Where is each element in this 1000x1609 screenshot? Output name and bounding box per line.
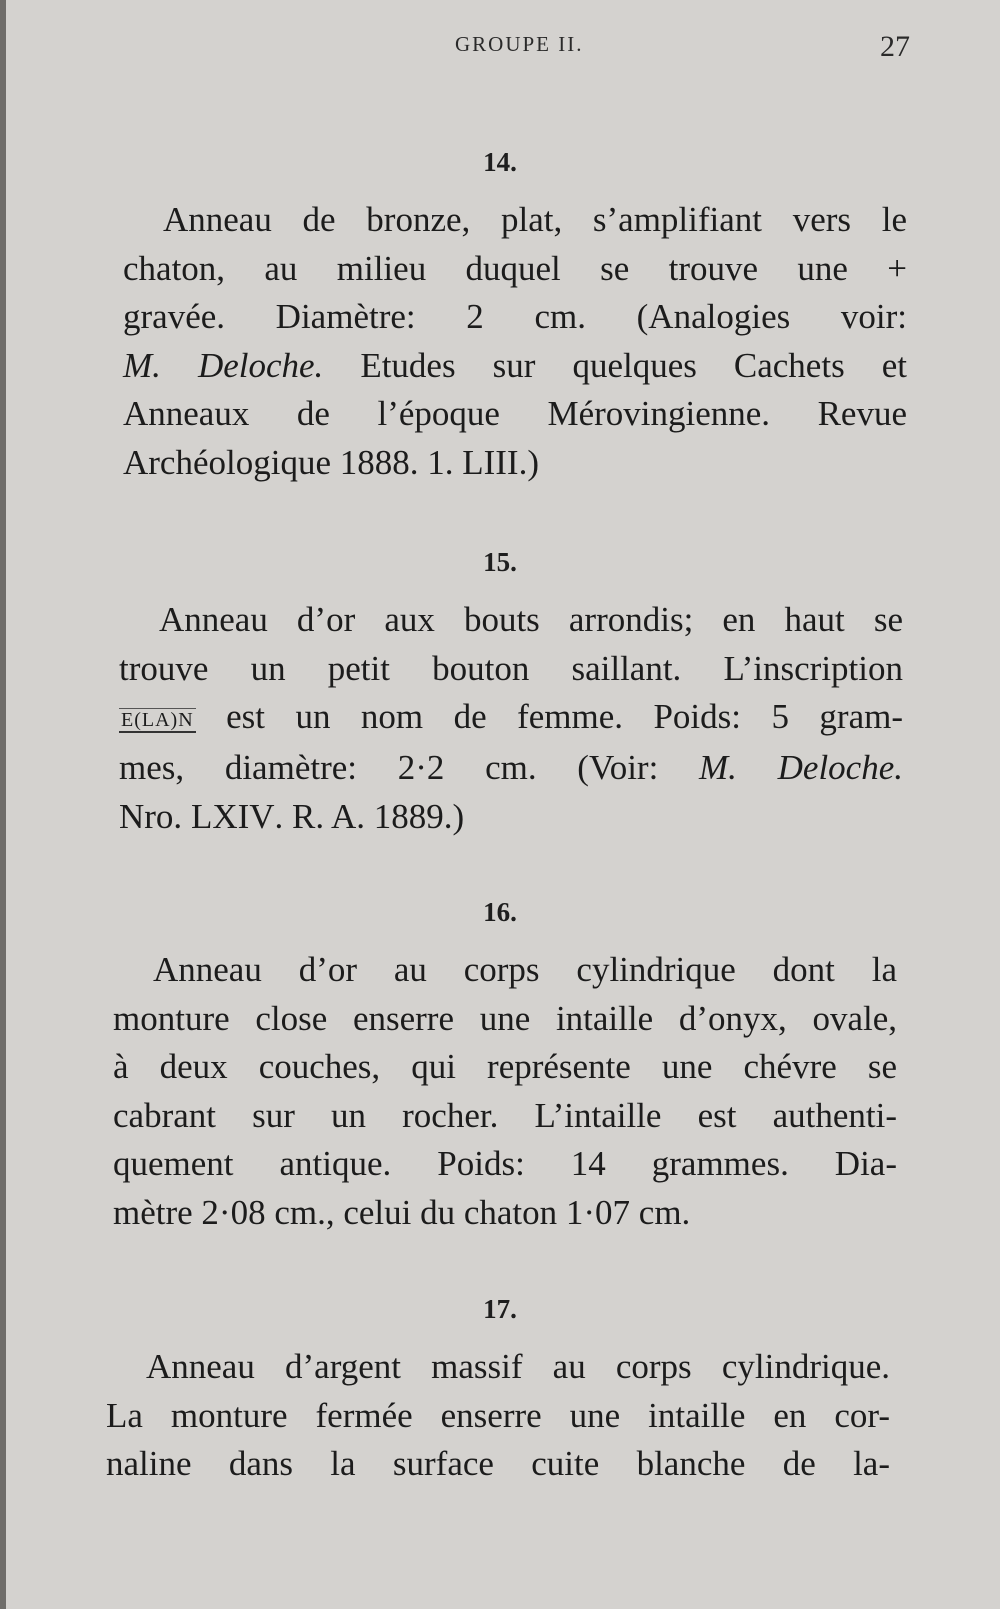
author-name: M. Deloche.: [699, 748, 903, 788]
entry-16-line-2: monture close enserre une intaille d’onyx, ovale,: [113, 998, 897, 1038]
entry-16-line-4: cabrant sur un rocher. L’intaille est authenti-: [113, 1095, 897, 1135]
entry-17-line-2: La monture fermée enserre une intaille en cor-: [106, 1395, 890, 1435]
entry-16-text: [113, 946, 897, 1237]
running-head: [0, 30, 1000, 70]
entry-16-line-3: à deux couches, qui représente une chévre se: [113, 1047, 897, 1086]
entry-15-line-5-pre: Nro.: [119, 796, 191, 836]
page-left-edge: [0, 0, 6, 1609]
entry-14-line-2: chaton, au milieu duquel se trouve une +: [123, 248, 907, 288]
entry-14-line-4: [123, 342, 907, 391]
entry-17-line-1: Anneau d’argent massif au corps cylindrique.: [146, 1347, 890, 1386]
entry-15-line-1: Anneau d’or aux bouts arrondis; en haut se: [159, 600, 903, 639]
roman-numeral: LXIV: [190, 796, 275, 836]
entry-15-line-3: [119, 693, 903, 744]
page-number: 27: [880, 30, 910, 63]
author-name: M. Deloche.: [123, 345, 324, 385]
entry-14-line-6-post: .): [518, 442, 539, 482]
entry-15-line-4-pre: mes, diamètre: 2·2 cm. (Voir:: [119, 748, 700, 788]
running-title: GROUPE II.: [455, 32, 584, 56]
entry-number-16: 16.: [483, 897, 517, 927]
entry-15-line-5-post: . R. A. 1889.): [274, 796, 465, 836]
entry-14-line-1: Anneau de bronze, plat, s’amplifiant vers le: [163, 200, 907, 239]
entry-number-17: 17.: [483, 1294, 517, 1324]
entry-16-line-1: Anneau d’or au corps cylindrique dont la: [153, 950, 897, 989]
entry-15-line-4: [119, 744, 903, 793]
inscription: E(LA)N: [121, 708, 194, 731]
entry-number-15: 15.: [483, 547, 517, 577]
entry-14-line-5: Anneaux de l’époque Mérovingienne. Revue: [123, 394, 907, 433]
entry-14-line-4-rest: Etudes sur quelques Cachets et: [323, 345, 907, 385]
entry-14-line-6: [123, 439, 907, 488]
entry-15-line-3-rest: est un nom de femme. Poids: 5 gram-: [195, 697, 903, 736]
entry-14-text: [123, 196, 907, 487]
entry-16-line-6: mètre 2·08 cm., celui du chaton 1·07 cm.: [113, 1192, 691, 1232]
entry-15-text: [119, 596, 903, 841]
entry-17-text: [106, 1343, 890, 1489]
entry-15-line-5: [119, 793, 903, 842]
entry-number-14: 14.: [483, 147, 517, 177]
entry-14-line-6-pre: Archéologique 1888. 1.: [123, 442, 463, 482]
roman-numeral: LIII: [462, 442, 519, 482]
entry-14-line-3: gravée. Diamètre: 2 cm. (Analogies voir:: [123, 297, 907, 336]
entry-17-line-3: naline dans la surface cuite blanche de la-: [106, 1444, 890, 1483]
entry-15-line-2: trouve un petit bouton saillant. L’inscription: [119, 648, 903, 688]
entry-16-line-5: quement antique. Poids: 14 grammes. Dia-: [113, 1144, 897, 1183]
